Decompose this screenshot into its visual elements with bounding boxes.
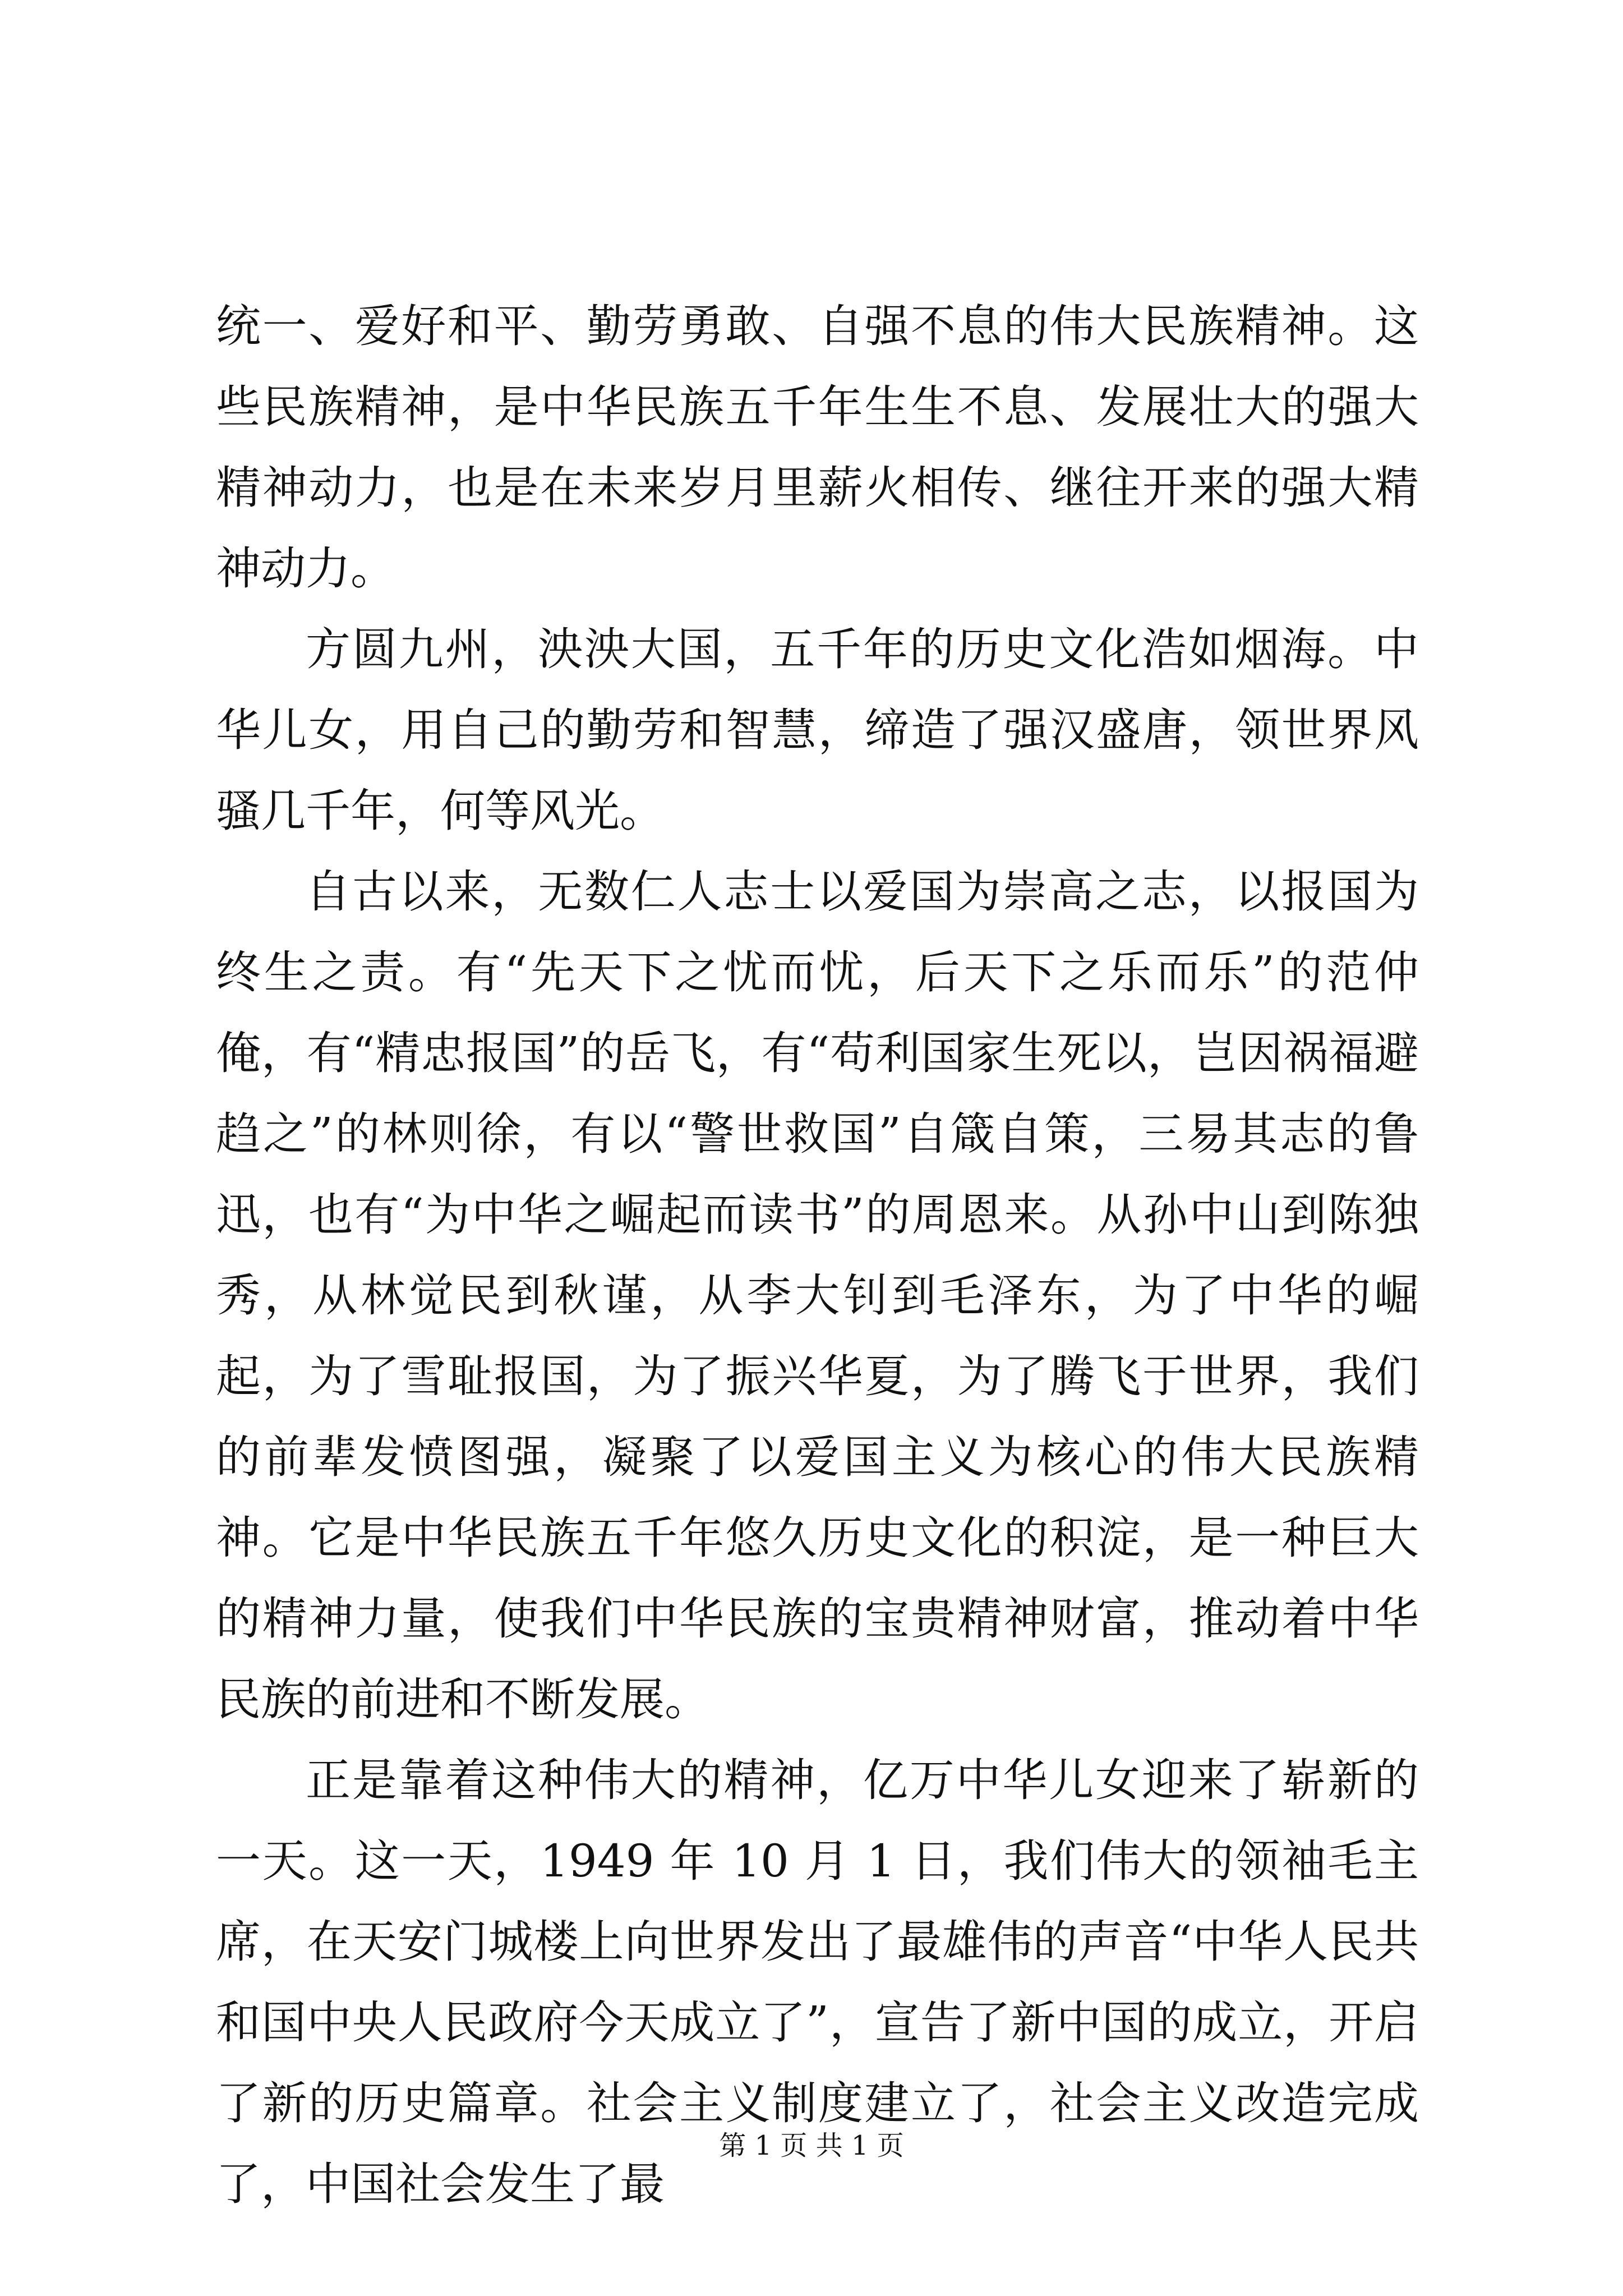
paragraph-1: 统一、爱好和平、勤劳勇敢、自强不息的伟大民族精神。这些民族精神，是中华民族五千年生生不息、发展壮大的强大精神动力，也是在未来岁月里薪火相传、继往开来的强大精神动力。 bbox=[216, 300, 1419, 595]
page-footer: 第 1 页 共 1 页 bbox=[719, 2130, 904, 2161]
document-body bbox=[216, 286, 1419, 2225]
paragraph-4: 正是靠着这种伟大的精神，亿万中华儿女迎来了崭新的一天。这一天，1949 年 10 月 1 日，我们伟大的领袖毛主席，在天安门城楼上向世界发出了最雄伟的声音“中华人民共和国中央人民政府今天成立了”，宣告了新中国的成立，开启了新的历史篇章。社会主义制度建立了，社会主义改造完成了，中国社会发生了最 bbox=[216, 1754, 1419, 2210]
paragraph-2: 方圆九州，泱泱大国，五千年的历史文化浩如烟海。中华儿女，用自己的勤劳和智慧，缔造了强汉盛唐，领世界风骚几千年，何等风光。 bbox=[216, 623, 1419, 837]
paragraph-3: 自古以来，无数仁人志士以爱国为崇高之志，以报国为终生之责。有“先天下之忧而忧，后天下之乐而乐”的范仲俺，有“精忠报国”的岳飞，有“苟利国家生死以，岂因祸福避趋之”的林则徐，有以“警世救国”自箴自策，三易其志的鲁迅，也有“为中华之崛起而读书”的周恩来。从孙中山到陈独秀，从林觉民到秋谨，从李大钊到毛泽东，为了中华的崛起，为了雪耻报国，为了振兴华夏，为了腾飞于世界，我们的前辈发愤图强，凝聚了以爱国主义为核心的伟大民族精神。它是中华民族五千年悠久历史文化的积淀，是一种巨大的精神力量，使我们中华民族的宝贵精神财富，推动着中华民族的前进和不断发展。 bbox=[216, 866, 1419, 1726]
